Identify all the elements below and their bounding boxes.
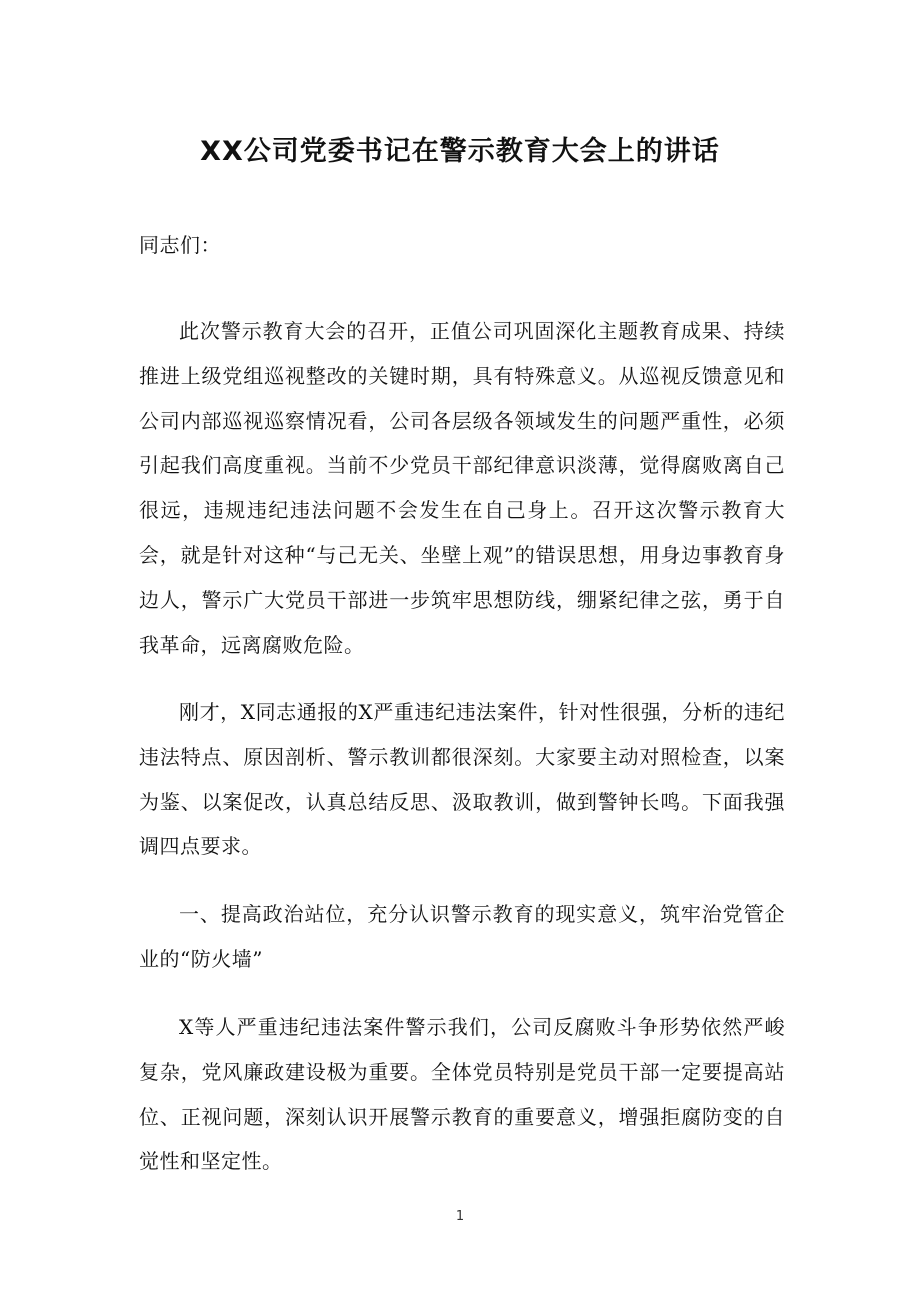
paragraph-warning: X等人严重违纪违法案件警示我们，公司反腐败斗争形势依然严峻复杂，党风廉政建设极为重要。全体党员特别是党员干部一定要提高站位、正视问题，深刻认识开展警示教育的重要意义，增强拒腐防变的自觉性和坚定性。 bbox=[139, 1015, 785, 1174]
document-title: XX公司党委书记在警示教育大会上的讲话 bbox=[200, 136, 720, 168]
page-number: 1 bbox=[455, 1209, 465, 1224]
salutation: 同志们： bbox=[139, 233, 221, 257]
paragraph-intro: 此次警示教育大会的召开，正值公司巩固深化主题教育成果、持续推进上级党组巡视整改的关键时期，具有特殊意义。从巡视反馈意见和公司内部巡视巡察情况看，公司各层级各领域发生的问题严重性，必须引起我们高度重视。当前不少党员干部纪律意识淡薄，觉得腐败离自己很远，违规违纪违法问题不会发生在自己身上。召开这次警示教育大会，就是针对这种“与己无关、坐壁上观”的错误思想，用身边事教育身边人，警示广大党员干部进一步筑牢思想防线，绷紧纪律之弦，勇于自我革命，远离腐败危险。 bbox=[139, 319, 785, 657]
section-heading-one: 一、提高政治站位，充分认识警示教育的现实意义，筑牢治党管企业的“防火墙” bbox=[139, 902, 785, 971]
paragraph-case-report: 刚才，X同志通报的X严重违纪违法案件，针对性很强，分析的违纪违法特点、原因剖析、警示教训都很深刻。大家要主动对照检查，以案为鉴、以案促改，认真总结反思、汲取教训，做到警钟长鸣。下面我强调四点要求。 bbox=[139, 700, 785, 859]
